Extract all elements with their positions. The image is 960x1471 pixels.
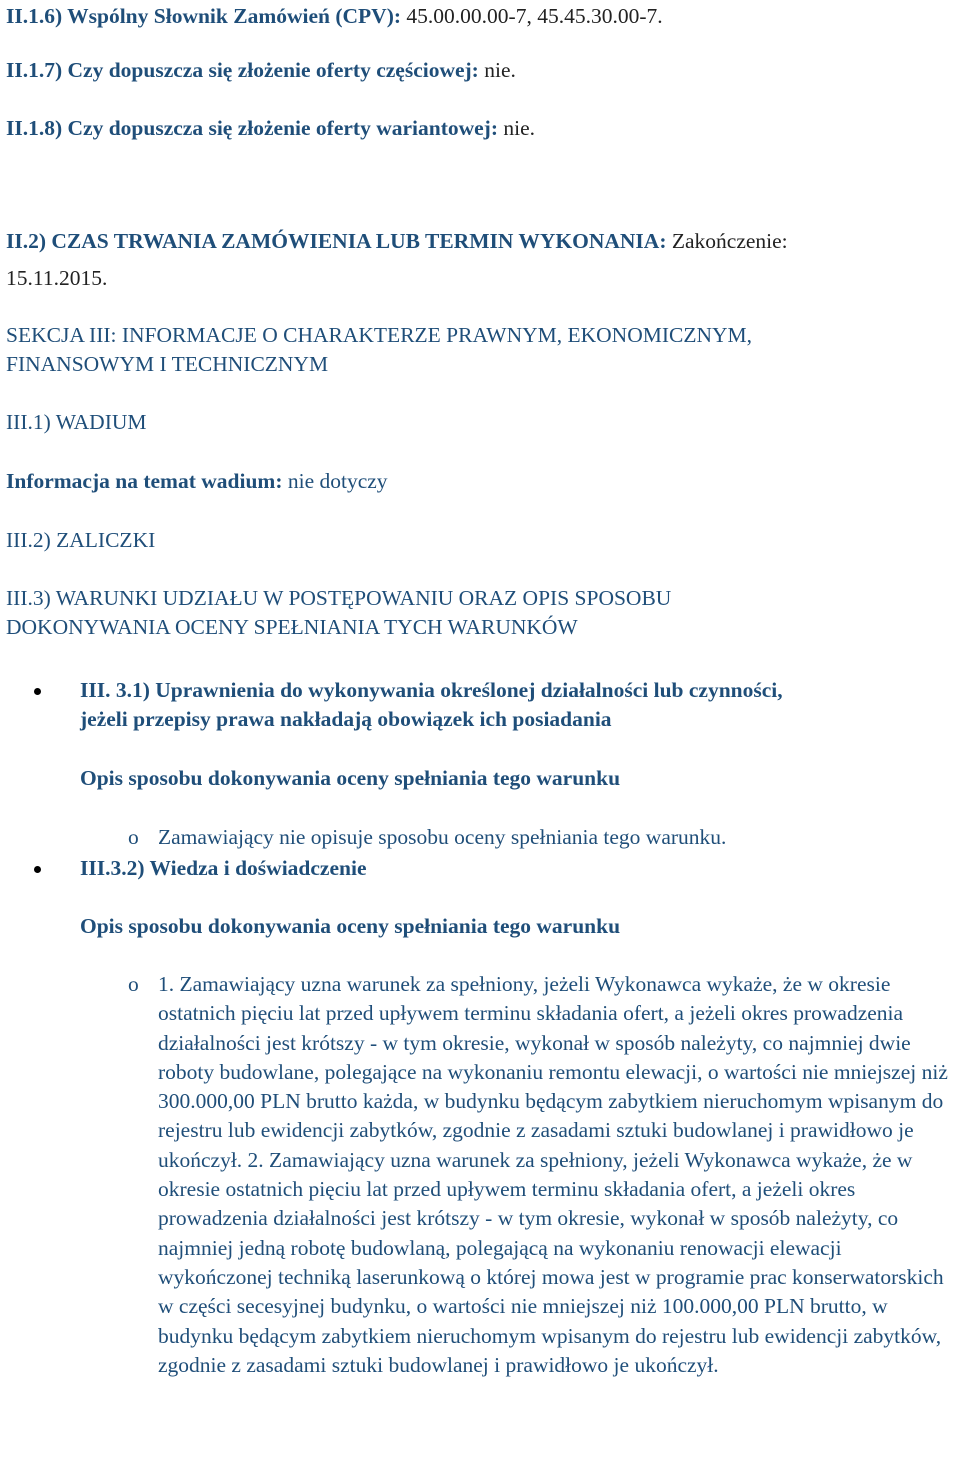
opis2-paragraph: 1. Zamawiający uzna warunek za spełniony, jeżeli Wykonawca wykaże, że w okresie ostatnich pięciu lat przed upływem terminu składania ofert, a jeżeli okres prowadzenia działalności jest krótszy - w tym okresie, wykonał w sposób należyty, co najmniej dwie roboty budowlane, polegające na wykonaniu remontu elewacji, o wartości nie mniejszej niż 300.000,00 PLN brutto każda, w budynku będącym zabytkiem nieruchomym wpisanym do rejestru lub ewidencji zabytków, zgodnie z zasadami sztuki budowlanej i prawidłowo je ukończył. 2. Zamawiający uzna warunek za spełniony, jeżeli Wykonawca wykaże, że w okresie ostatnich pięciu lat przed upływem terminu składania ofert, a jeżeli okres prowadzenia działalności jest krótszy - w tym okresie, wykonał w sposób należyty, co najmniej jedną robotę budowlaną, polegającą na wykonaniu renowacji elewacji wykończonej techniką laserunkową o której mowa jest w programie prac konserwatorskich w części secesyjnej budynku, o wartości nie mniejszej niż 100.000,00 PLN brutto, w budynku będącym zabytkiem nieruchomym wpisanym do rejestru lub ewidencji zabytków, zgodnie z zasadami sztuki budowlanej i prawidłowo je ukończył.	[158, 972, 948, 1377]
duration-date: 15.11.2015.	[6, 266, 108, 290]
bullet-dot	[34, 688, 41, 695]
opis2-label: Opis sposobu dokonywania oceny spełniania tego warunku	[80, 914, 621, 938]
duration-line	[6, 227, 788, 255]
bullet-circle: o	[128, 972, 139, 996]
partial-offer-label: II.1.7) Czy dopuszcza się złożenie oferty częściowej:	[6, 58, 479, 82]
opis1-label: Opis sposobu dokonywania oceny spełniania tego warunku	[80, 766, 621, 790]
partial-offer-value: nie.	[478, 58, 516, 82]
section3-title-line1: SEKCJA III: INFORMACJE O CHARAKTERZE PRAWNYM, EKONOMICZNYM,	[6, 323, 753, 347]
warunki-title-line1: III.3) WARUNKI UDZIAŁU W POSTĘPOWANIU ORAZ OPIS SPOSOBU	[6, 586, 672, 610]
wadium-line	[6, 467, 388, 495]
wiedza-title: III.3.2) Wiedza i doświadczenie	[80, 856, 367, 880]
zaliczki-title: III.2) ZALICZKI	[6, 528, 156, 552]
section3-title-line2: FINANSOWYM I TECHNICZNYM	[6, 352, 329, 376]
cpv-label: II.1.6) Wspólny Słownik Zamówień (CPV):	[6, 4, 402, 28]
wadium-label: Informacja na temat wadium:	[6, 469, 283, 493]
bullet-circle: o	[128, 825, 139, 849]
duration-value: Zakończenie:	[666, 229, 788, 253]
uprawnienia-title-line1: III. 3.1) Uprawnienia do wykonywania określonej działalności lub czynności,	[80, 678, 783, 702]
cpv-value: 45.00.00.00-7, 45.45.30.00-7.	[401, 4, 663, 28]
partial-offer-line	[6, 56, 516, 84]
cpv-line	[6, 2, 663, 30]
wadium-value: nie dotyczy	[282, 469, 388, 493]
warunki-title-line2: DOKONYWANIA OCENY SPEŁNIANIA TYCH WARUNKÓW	[6, 615, 578, 639]
variant-offer-label: II.1.8) Czy dopuszcza się złożenie oferty wariantowej:	[6, 116, 498, 140]
uprawnienia-title-line2: jeżeli przepisy prawa nakładają obowiązek ich posiadania	[80, 707, 612, 731]
opis1-value: Zamawiający nie opisuje sposobu oceny spełniania tego warunku.	[158, 825, 727, 849]
duration-label: II.2) CZAS TRWANIA ZAMÓWIENIA LUB TERMIN WYKONANIA:	[6, 229, 667, 253]
variant-offer-line	[6, 114, 535, 142]
wadium-title: III.1) WADIUM	[6, 410, 147, 434]
bullet-dot	[34, 866, 41, 873]
variant-offer-value: nie.	[498, 116, 536, 140]
